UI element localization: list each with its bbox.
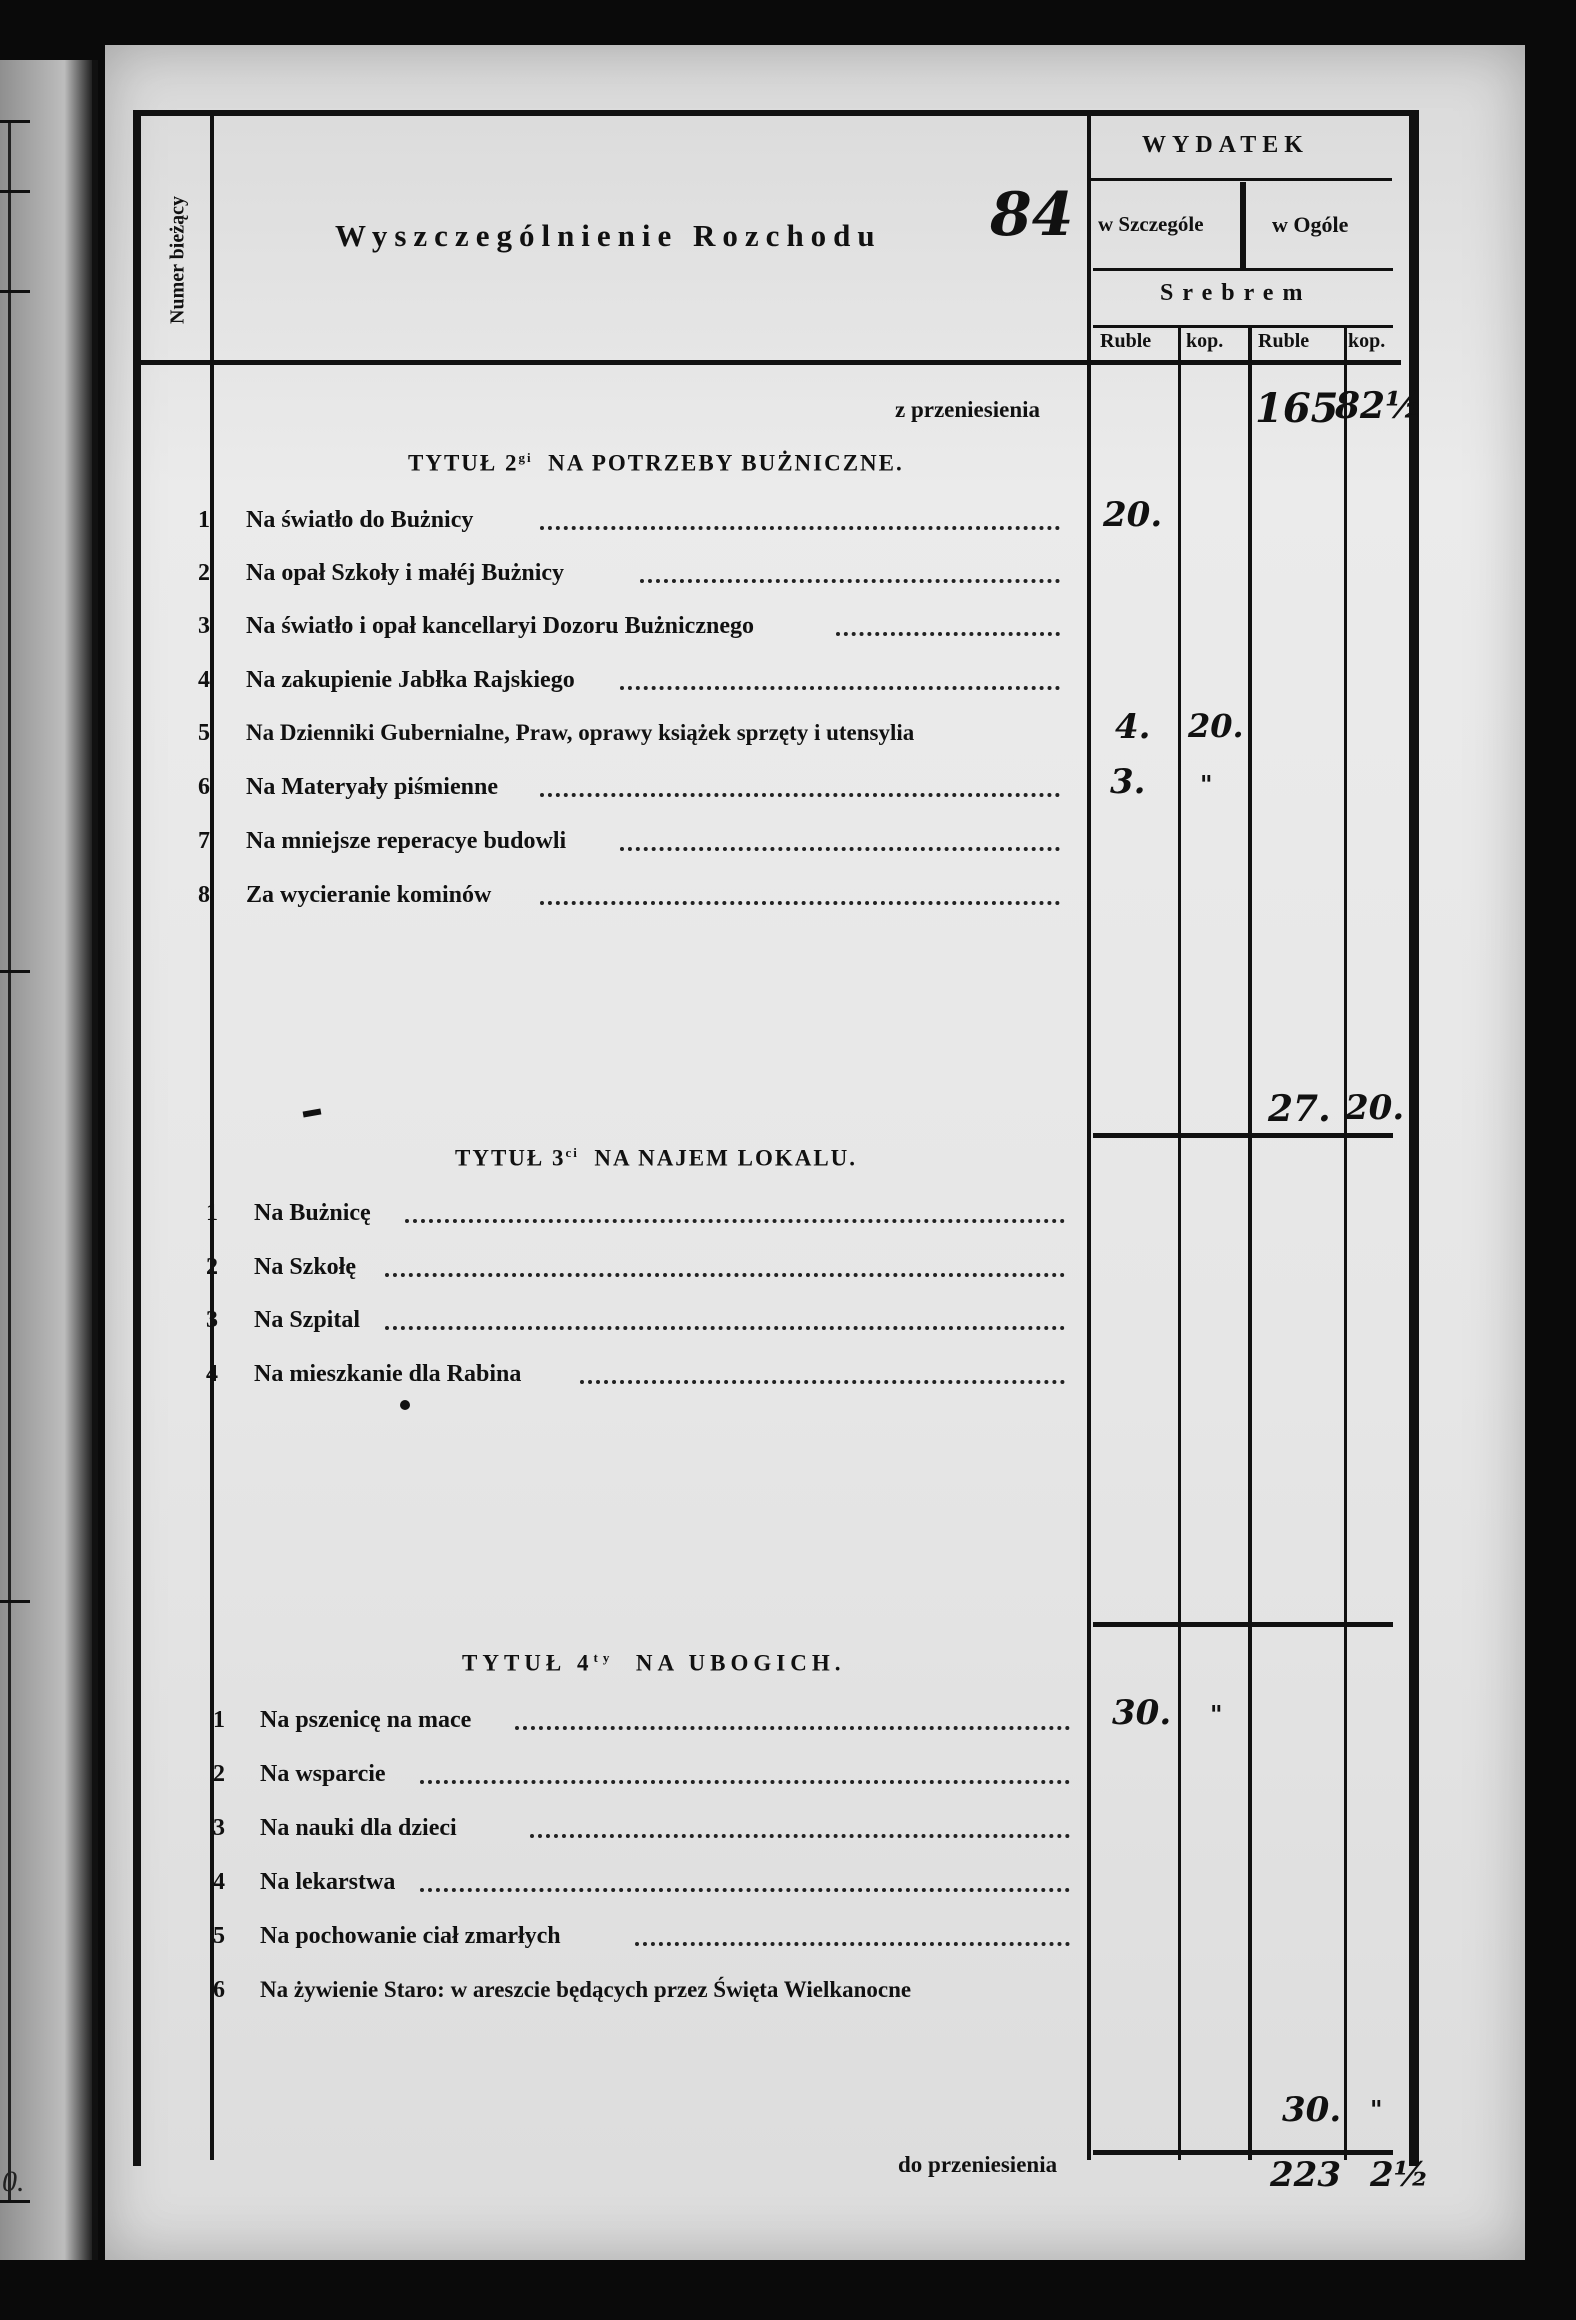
leader-dots [635,1938,1070,1946]
leader-dots [620,843,1060,851]
leader-dots [420,1776,1070,1784]
row-label: Na nauki dla dzieci [260,1815,457,1841]
carry-in-kop: 82½ [1335,385,1423,427]
szczegol-rule [1093,268,1393,271]
w-ogole-header: w Ogóle [1272,212,1349,237]
section-total-kop: 20. [1345,1088,1405,1128]
row-label: Na mieszkanie dla Rabina [254,1361,522,1387]
row-label: Za wycieranie kominów [246,882,492,908]
section2-total-rule [1093,1133,1393,1138]
leader-dots [640,575,1060,583]
wydatek-rule [1087,178,1392,181]
table-frame [133,110,1419,2166]
row-label: Na pochowanie ciał zmarłych [260,1923,561,1949]
section-title: TYTUŁ $3^{ci}$ NA NAJEM LOKALU. [455,1145,858,1171]
ruble-header: Ruble [1258,330,1310,352]
w-szczegole-header: w Szczególe [1098,212,1204,236]
section-total-kop: " [1370,2095,1383,2124]
page-title: Wyszczególnienie Rozchodu [335,218,882,253]
previous-page-line [0,290,30,293]
leader-dots [580,1376,1065,1384]
row-label: Na światło i opał kancellaryi Dozoru Bużnicznego [246,613,754,639]
row-kop: 20. [1188,707,1244,745]
row-label: Na Materyały piśmienne [246,774,498,800]
leader-dots [420,1884,1070,1892]
previous-page-line [0,1600,30,1603]
previous-page-edge [0,60,98,2260]
row-label: Na opał Szkoły i małéj Bużnicy [246,560,565,586]
row-number: 2 [206,1254,218,1280]
carry-out-label: do przeniesienia [898,2152,1058,2177]
row-ruble: 4. [1115,707,1151,747]
row-label: Na światło do Bużnicy [246,507,474,533]
leader-dots [540,897,1060,905]
szczegol-ogol-divider [1240,182,1246,268]
row-ruble: 30. [1112,1693,1172,1733]
leader-dots [385,1269,1065,1277]
row-number: 1 [213,1707,225,1733]
leader-dots [515,1722,1070,1730]
carry-in-ruble: 165 [1255,385,1339,432]
previous-page-rule [8,120,11,2200]
row-number: 5 [213,1923,225,1949]
row-number: 4 [198,667,210,693]
row-label: Na Szpital [254,1307,361,1333]
carry-out-rule [1093,2150,1393,2155]
row-number: 3 [206,1307,218,1333]
row-label: Na pszenicę na mace [260,1707,472,1733]
row-label: Na Bużnicę [254,1200,371,1226]
leader-dots [530,1830,1070,1838]
header-bottom-rule [141,360,1401,365]
previous-page-line [0,970,30,973]
row-ruble: 3. [1110,762,1146,802]
row-number: 4 [206,1361,218,1387]
row-number: 6 [198,774,210,800]
row-kop: " [1210,1700,1223,1729]
row-kop: " [1200,770,1213,799]
row-label: Na Dzienniki Gubernialne, Praw, oprawy książek sprzęty i utensylia [246,720,915,745]
carry-out-ruble: 223 [1270,2155,1341,2195]
row-number: 3 [198,613,210,639]
leader-dots [836,628,1060,636]
leader-dots [540,522,1060,530]
kop2-column-rule [1344,325,1347,2160]
section-total-ruble: 27. [1268,1088,1331,1130]
ruble2-column-rule [1248,325,1252,2160]
carry-out-kop: 2½ [1370,2155,1430,2195]
carry-in-label: z przeniesienia [895,397,1040,422]
kop-header: kop. [1348,330,1386,352]
row-number: 3 [213,1815,225,1841]
row-label: Na żywienie Staro: w areszcie będących przez Święta Wielkanocne [260,1977,912,2002]
row-label: Na zakupienie Jabłka Rajskiego [246,667,575,693]
section-title: TYTUŁ $2^{gi}$ NA POTRZEBY BUŻNICZNE. [408,450,904,476]
section3-end-rule [1093,1622,1393,1627]
section-title: TYTUŁ $4^{ty}$ NA UBOGICH. [462,1650,846,1676]
leader-dots [620,682,1060,690]
ruble-header: Ruble [1100,330,1152,352]
row-number: 8 [198,882,210,908]
leader-dots [405,1215,1065,1223]
srebrem-rule [1093,325,1393,328]
row-number: 2 [213,1761,225,1787]
row-label: Na wsparcie [260,1761,386,1787]
row-number: 7 [198,828,210,854]
wydatek-header: WYDATEK [1142,132,1309,158]
number-column-rule [210,116,214,2160]
srebrem-header: Srebrem [1160,280,1312,306]
previous-page-line [0,2200,30,2203]
row-number: 4 [213,1869,225,1895]
column-number-header: Numer bieżący [166,196,189,324]
leader-dots [540,789,1060,797]
row-label: Na mniejsze reperacye budowli [246,828,567,854]
section-total-ruble: 30. [1282,2090,1342,2130]
row-number: 2 [198,560,210,586]
row-label: Na lekarstwa [260,1869,396,1895]
row-number: 5 [198,720,210,746]
kop-header: kop. [1186,330,1224,352]
leader-dots [385,1322,1065,1330]
previous-page-line [0,120,30,123]
row-label: Na Szkołę [254,1254,356,1280]
previous-page-fragment: 0. [2,2165,25,2198]
amount-column-rule [1087,116,1091,2160]
row-number: 1 [198,507,210,533]
kop1-column-rule [1178,325,1181,2160]
row-number: 1 [206,1200,218,1226]
page-number: 84 [990,180,1074,250]
row-ruble: 20. [1103,495,1163,535]
row-number: 6 [213,1977,225,2003]
previous-page-line [0,190,30,193]
ink-mark [400,1400,410,1410]
